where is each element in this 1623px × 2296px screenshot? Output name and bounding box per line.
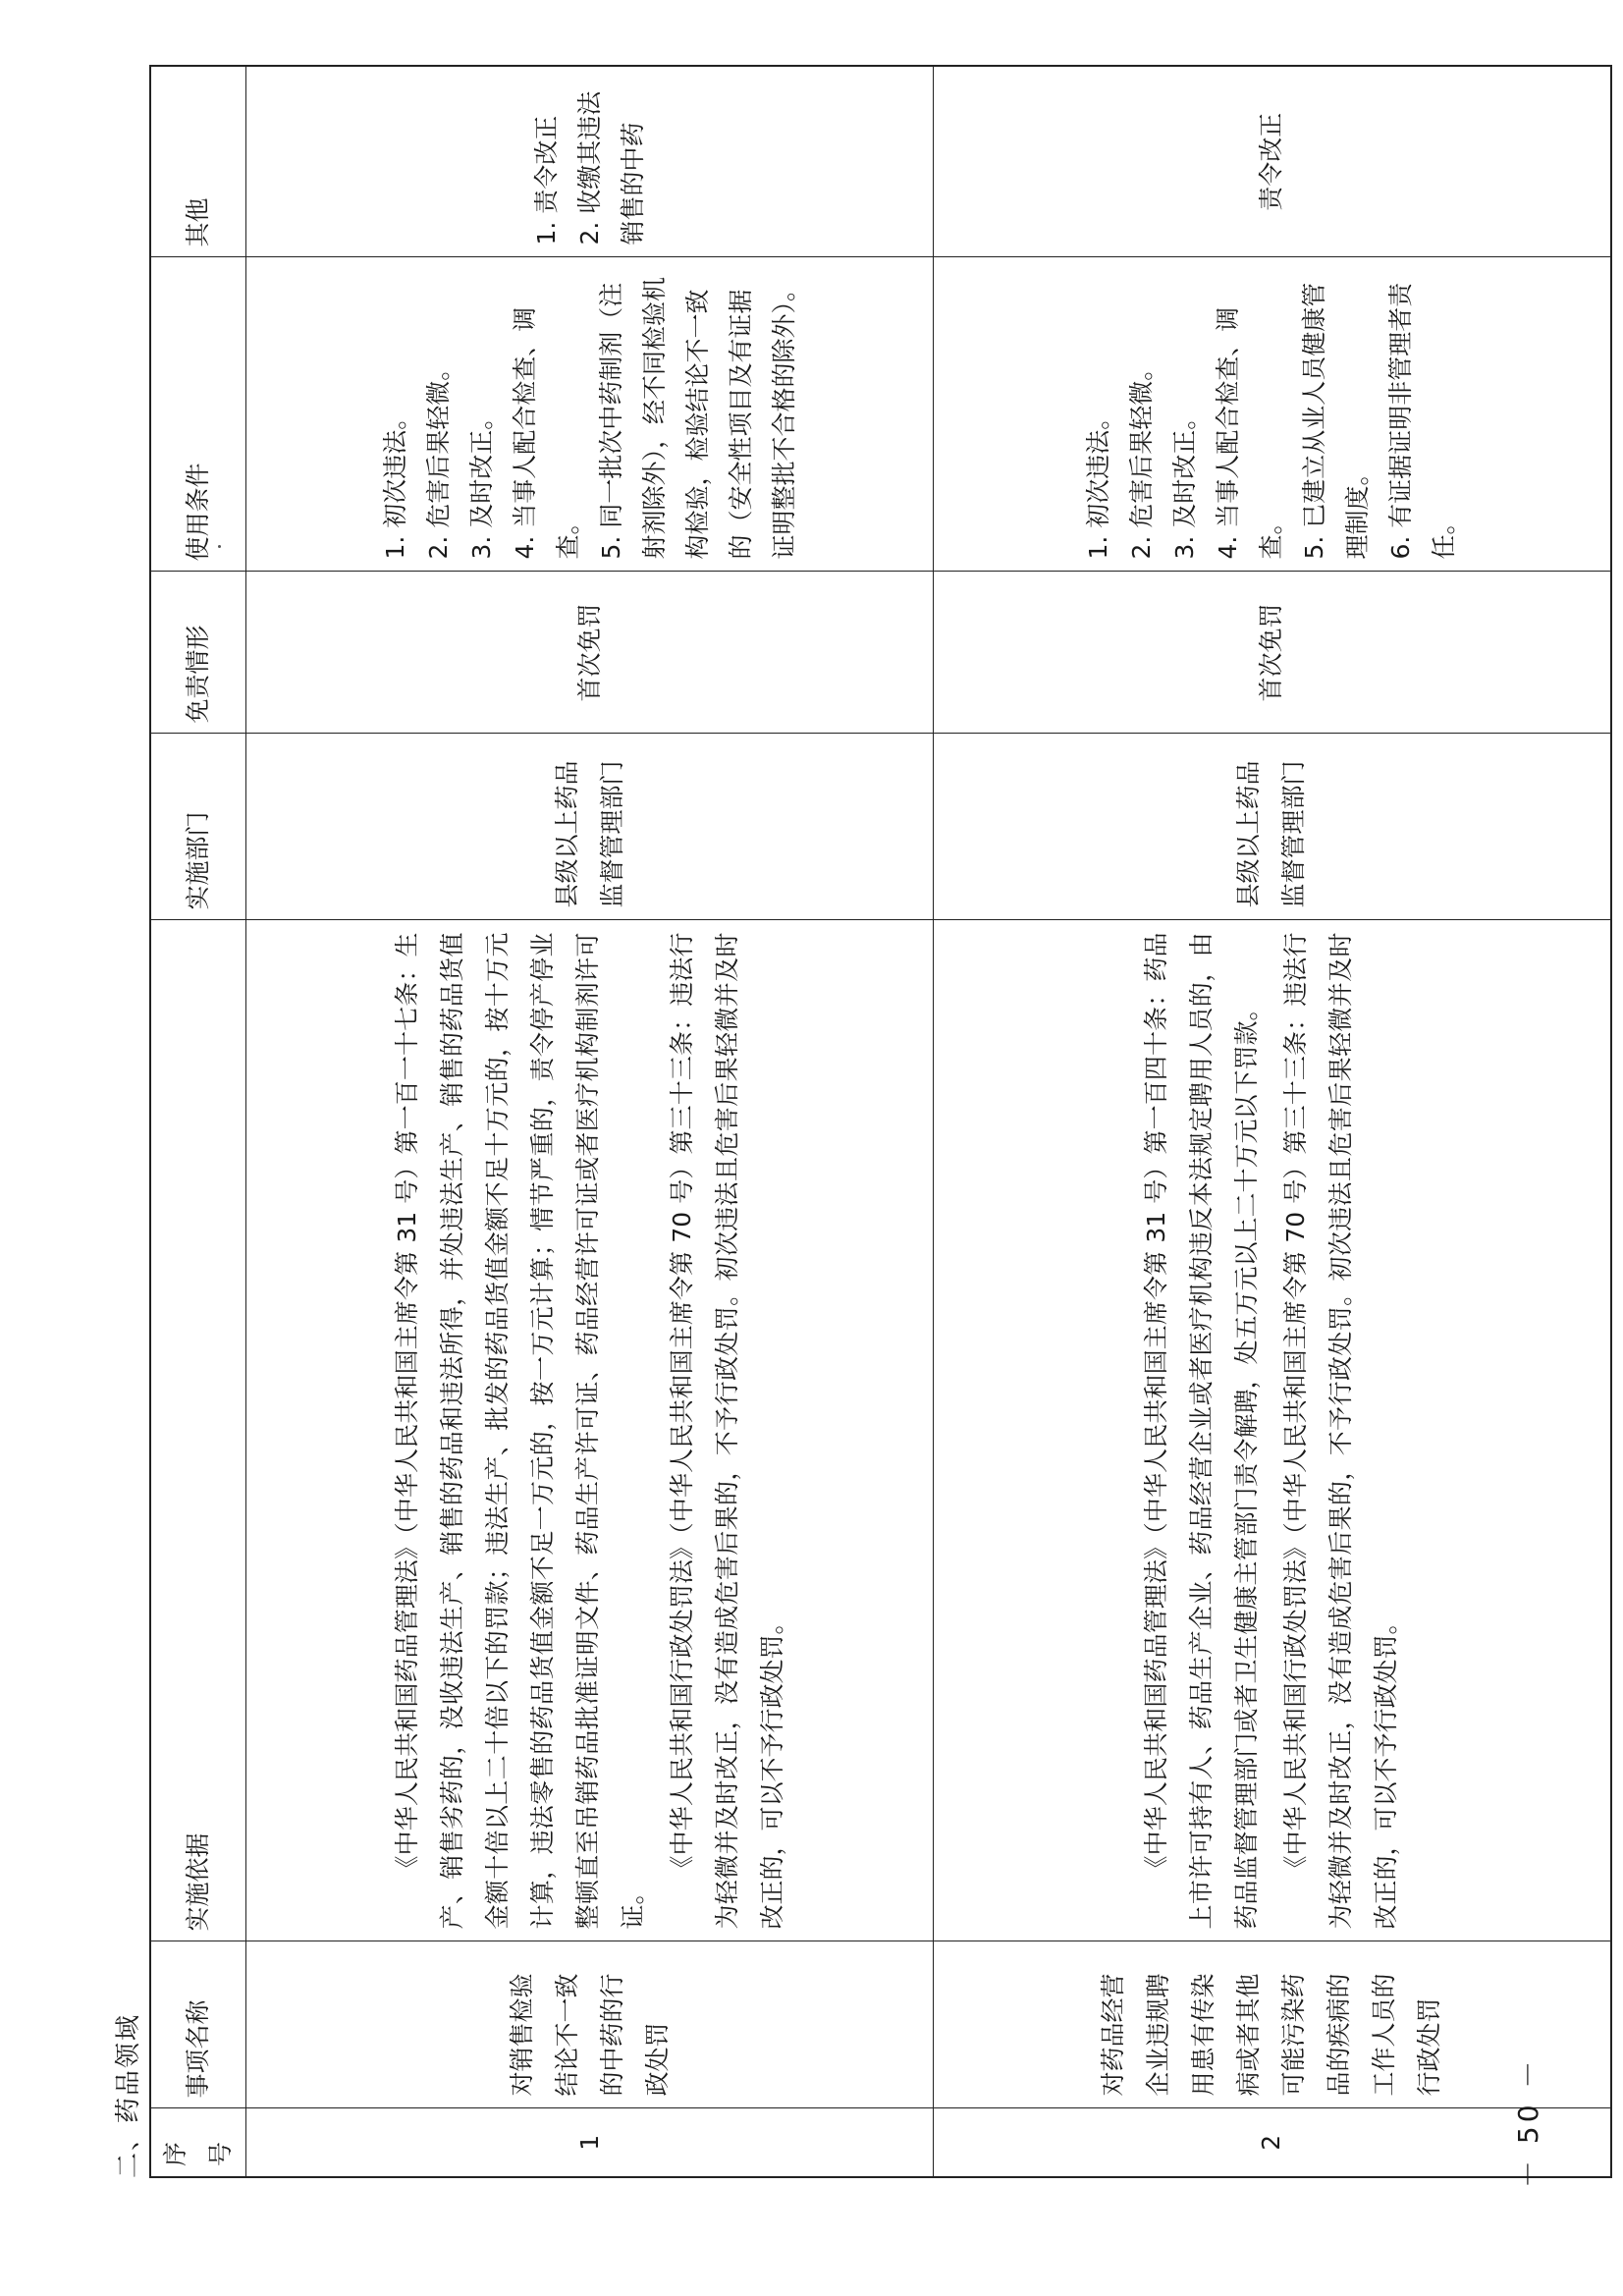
header-exemption: 免责情形 [150,572,246,734]
row-basis [246,920,934,1941]
row-no: 2 [934,2108,1611,2177]
basis-paragraph: 《中华人民共和国行政处罚法》（中华人民共和国主席令第 70 号）第三十三条：违法行为轻微并及时改正，没有造成危害后果的，不予行政处罚。初次违法且危害后果轻微并及时改正的，可以不予行政处罚。 [667,932,786,1930]
row-exemption: 首次免罚 [246,572,934,734]
table-row [934,66,1611,2177]
header-conditions: 使用条件 [150,257,246,572]
condition-item: 5. 已建立从业人员健康管理制度。 [1300,282,1373,560]
row-item-name: 对药品经营企业违规聘用患有传染病或者其他可能污染药品的疾病的工作人员的行政处罚 [934,1941,1611,2108]
condition-item: 4. 当事人配合检查、调查。 [510,306,582,560]
section-title: 二、药品领域 [114,2012,143,2178]
row-other [934,66,1611,257]
condition-item: 6. 有证据证明非管理者责任。 [1386,282,1459,560]
header-other: 其他 [150,66,246,257]
row-exemption: 首次免罚 [934,572,1611,734]
row-other [246,66,934,257]
scan-speck [218,545,221,548]
row-conditions [246,257,934,572]
row-item-name: 对销售检验结论不一致的中药的行政处罚 [246,1941,934,2108]
other-item: 2. 收缴其违法销售的中药 [574,90,647,246]
condition-item: 1. 初次违法。 [380,405,409,560]
header-no: 序号 [150,2108,246,2177]
condition-item: 3. 及时改正。 [1170,405,1200,560]
table-row [246,66,934,2177]
other-item: 责令改正 [1257,112,1286,211]
row-conditions [934,257,1611,572]
row-dept: 县级以上药品监督管理部门 [934,734,1611,920]
page-number: － 50 － [1512,2056,1544,2188]
other-item: 1. 责令改正 [531,115,561,246]
header-name: 事项名称 [150,1941,246,2108]
header-basis: 实施依据 [150,920,246,1941]
header-dept: 实施部门 [150,734,246,920]
condition-item: 2. 危害后果轻微。 [423,355,453,560]
row-dept: 县级以上药品监督管理部门 [246,734,934,920]
row-basis [934,920,1611,1941]
basis-paragraph: 《中华人民共和国药品管理法》（中华人民共和国主席令第 31 号）第一百四十条：药品上市许可持有人、药品生产企业、药品经营企业或者医疗机构违反本法规定聘用人员的，由药品监督管理部门或者卫生健康主管部门责令解聘，处五万元以上二十万元以下罚款。 [1142,932,1262,1930]
table-header-row [150,66,246,2177]
row-no: 1 [246,2108,934,2177]
condition-item: 2. 危害后果轻微。 [1127,355,1157,560]
condition-item: 4. 当事人配合检查、调查。 [1214,306,1286,560]
condition-item: 1. 初次违法。 [1084,405,1113,560]
enforcement-table [149,65,1612,2178]
condition-item: 5. 同一批次中药制剂（注射剂除外），经不同检验机构检验，检验结论不一致的（安全性项目及有证据证明整批不合格的除外）。 [596,276,798,560]
basis-paragraph: 《中华人民共和国药品管理法》（中华人民共和国主席令第 31 号）第一百一十七条：生产、销售劣药的，没收违法生产、销售的药品和违法所得，并处违法生产、销售的药品货值金额十倍以上二十倍以下的罚款；违法生产、批发的药品货值金额不足十万元的，按十万元计算，违法零售的药品货值金额不足一万元的，按一万元计算；情节严重的，责令停产停业整顿直至吊销药品批准证明文件、药品生产许可证、药品经营许可证或者医疗机构制剂许可证。 [392,932,647,1930]
basis-paragraph: 《中华人民共和国行政处罚法》（中华人民共和国主席令第 70 号）第三十三条：违法行为轻微并及时改正，没有造成危害后果的，不予行政处罚。初次违法且危害后果轻微并及时改正的，可以不予行政处罚。 [1281,932,1401,1930]
condition-item: 3. 及时改正。 [466,405,496,560]
